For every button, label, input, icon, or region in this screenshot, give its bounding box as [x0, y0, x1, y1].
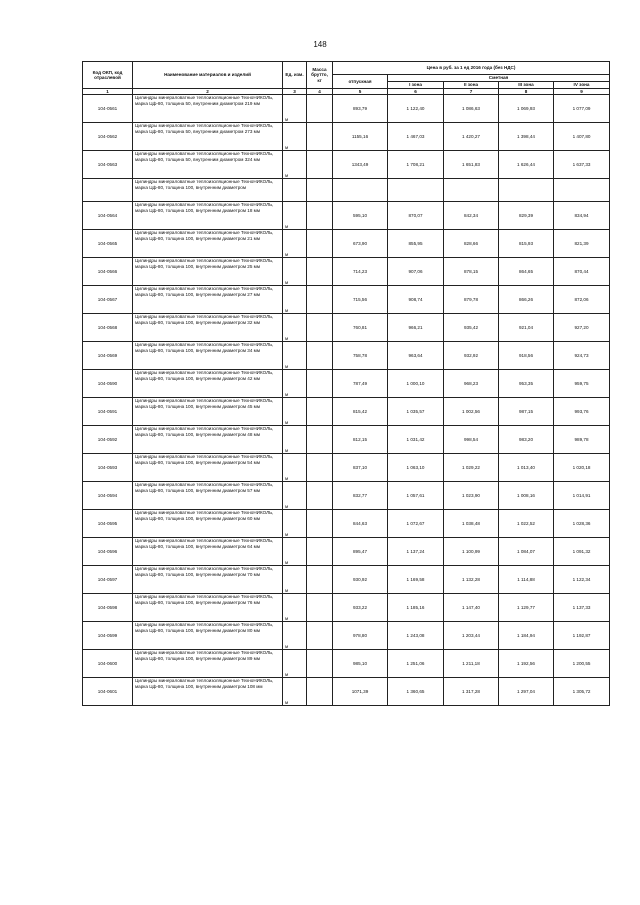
row-mass	[307, 622, 333, 650]
group-code-empty	[83, 179, 133, 202]
row-name: Цилиндры минераловатные теплоизоляционные ТехноНИКОЛЬ, марка Цф-80, толщина 100, внутренним диаметром 57 мм	[133, 482, 283, 510]
row-unit: м	[283, 151, 307, 179]
row-release-price: 812,15	[333, 426, 388, 454]
table-row	[83, 151, 610, 179]
row-zone-3-price: 1 084,07	[499, 538, 554, 566]
group-empty-cell	[307, 179, 333, 202]
group-empty-cell	[388, 179, 444, 202]
group-empty-cell	[283, 179, 307, 202]
row-unit: м	[283, 258, 307, 286]
row-zone-1-price: 1 072,67	[388, 510, 444, 538]
row-release-price: 837,10	[333, 454, 388, 482]
row-zone-1-price: 908,74	[388, 286, 444, 314]
table-row	[83, 538, 610, 566]
group-empty-cell	[333, 179, 388, 202]
row-unit: м	[283, 594, 307, 622]
row-unit: м	[283, 650, 307, 678]
row-zone-1-price: 855,95	[388, 230, 444, 258]
group-empty-cell	[554, 179, 610, 202]
row-zone-3-price: 1 184,94	[499, 622, 554, 650]
table-row	[83, 123, 610, 151]
row-zone-1-price: 963,64	[388, 342, 444, 370]
row-zone-2-price: 998,54	[444, 426, 499, 454]
table-row	[83, 258, 610, 286]
row-release-price: 895,47	[333, 538, 388, 566]
row-zone-4-price: 1 637,33	[554, 151, 610, 179]
row-release-price: 844,63	[333, 510, 388, 538]
row-zone-3-price: 1 398,44	[499, 123, 554, 151]
row-unit: м	[283, 678, 307, 706]
row-zone-1-price: 1 057,61	[388, 482, 444, 510]
row-zone-2-price: 1 086,63	[444, 95, 499, 123]
group-row	[83, 179, 610, 202]
row-release-price: 595,10	[333, 202, 388, 230]
column-number: 5	[333, 89, 388, 95]
row-mass	[307, 538, 333, 566]
header-code: Код ОКП, код отраслевой	[83, 62, 133, 89]
row-unit: м	[283, 123, 307, 151]
row-unit: м	[283, 510, 307, 538]
row-zone-2-price: 879,78	[444, 286, 499, 314]
row-unit: м	[283, 622, 307, 650]
row-zone-2-price: 968,23	[444, 370, 499, 398]
row-zone-4-price: 993,76	[554, 398, 610, 426]
row-code: 104-0592	[83, 426, 133, 454]
row-name: Цилиндры минераловатные теплоизоляционные ТехноНИКОЛЬ, марка Цф-80, толщина 100, внутренним диаметром 108 мм	[133, 678, 283, 706]
header-release: отпускная	[333, 75, 388, 89]
row-code: 104-0566	[83, 258, 133, 286]
row-mass	[307, 454, 333, 482]
row-zone-2-price: 842,34	[444, 202, 499, 230]
row-code: 104-0569	[83, 342, 133, 370]
row-release-price: 933,22	[333, 594, 388, 622]
table-row	[83, 594, 610, 622]
row-zone-1-price: 966,21	[388, 314, 444, 342]
row-unit: м	[283, 566, 307, 594]
row-code: 104-0593	[83, 454, 133, 482]
row-mass	[307, 398, 333, 426]
row-mass	[307, 594, 333, 622]
row-code: 104-0599	[83, 622, 133, 650]
row-name: Цилиндры минераловатные теплоизоляционные ТехноНИКОЛЬ, марка Цф-80, толщина 100, внутренним диаметром 60 мм	[133, 510, 283, 538]
row-zone-4-price: 1 192,87	[554, 622, 610, 650]
row-mass	[307, 678, 333, 706]
header-mass: Масса брутто, кг	[307, 62, 333, 89]
row-zone-4-price: 927,20	[554, 314, 610, 342]
column-number: 4	[307, 89, 333, 95]
row-zone-4-price: 821,39	[554, 230, 610, 258]
row-zone-4-price: 872,06	[554, 286, 610, 314]
header-zone-4: IV зона	[554, 82, 610, 89]
row-mass	[307, 314, 333, 342]
row-release-price: 1343,49	[333, 151, 388, 179]
row-zone-4-price: 1 014,91	[554, 482, 610, 510]
row-zone-2-price: 1 002,56	[444, 398, 499, 426]
table-row	[83, 426, 610, 454]
row-mass	[307, 566, 333, 594]
row-zone-2-price: 1 038,48	[444, 510, 499, 538]
row-name: Цилиндры минераловатные теплоизоляционные ТехноНИКОЛЬ, марка Цф-80, толщина 100, внутренним диаметром 27 мм	[133, 286, 283, 314]
row-release-price: 832,77	[333, 482, 388, 510]
row-unit: м	[283, 398, 307, 426]
row-zone-4-price: 959,75	[554, 370, 610, 398]
table-row	[83, 566, 610, 594]
row-mass	[307, 230, 333, 258]
row-zone-3-price: 1 192,56	[499, 650, 554, 678]
table-row	[83, 650, 610, 678]
row-unit: м	[283, 342, 307, 370]
row-zone-3-price: 1 129,77	[499, 594, 554, 622]
row-zone-1-price: 1 035,57	[388, 398, 444, 426]
group-empty-cell	[444, 179, 499, 202]
row-code: 104-0595	[83, 510, 133, 538]
row-zone-1-price: 1 708,21	[388, 151, 444, 179]
row-mass	[307, 426, 333, 454]
row-zone-3-price: 864,65	[499, 258, 554, 286]
row-name: Цилиндры минераловатные теплоизоляционные ТехноНИКОЛЬ, марка Цф-80, толщина 100, внутренним диаметром 32 мм	[133, 314, 283, 342]
row-zone-2-price: 1 317,28	[444, 678, 499, 706]
row-release-price: 930,92	[333, 566, 388, 594]
row-name: Цилиндры минераловатные теплоизоляционные ТехноНИКОЛЬ, марка Цф-80, толщина 100, внутренним диаметром 42 мм	[133, 370, 283, 398]
row-unit: м	[283, 230, 307, 258]
row-name: Цилиндры минераловатные теплоизоляционные ТехноНИКОЛЬ, марка Цф-80, толщина 100, внутренним диаметром 80 мм	[133, 622, 283, 650]
row-release-price: 758,78	[333, 342, 388, 370]
row-unit: м	[283, 370, 307, 398]
row-name: Цилиндры минераловатные теплоизоляционные ТехноНИКОЛЬ, марка Цф-80, толщина 100, внутренним диаметром 89 мм	[133, 650, 283, 678]
row-release-price: 715,56	[333, 286, 388, 314]
column-number: 3	[283, 89, 307, 95]
row-zone-4-price: 924,73	[554, 342, 610, 370]
row-mass	[307, 510, 333, 538]
row-zone-2-price: 935,42	[444, 314, 499, 342]
table-row	[83, 510, 610, 538]
price-table	[82, 61, 610, 706]
table-row	[83, 314, 610, 342]
row-mass	[307, 95, 333, 123]
header-price-title: Цена в руб. за 1 ед 2016 года (без НДС)	[333, 62, 610, 75]
row-zone-3-price: 987,15	[499, 398, 554, 426]
row-zone-3-price: 918,56	[499, 342, 554, 370]
row-zone-4-price: 834,94	[554, 202, 610, 230]
row-zone-3-price: 1 022,52	[499, 510, 554, 538]
row-zone-3-price: 1 626,44	[499, 151, 554, 179]
table-row	[83, 95, 610, 123]
row-zone-3-price: 815,93	[499, 230, 554, 258]
row-name: Цилиндры минераловатные теплоизоляционные ТехноНИКОЛЬ, марка Цф-80, толщина 100, внутренним диаметром 70 мм	[133, 566, 283, 594]
row-zone-4-price: 1 028,36	[554, 510, 610, 538]
row-release-price: 978,80	[333, 622, 388, 650]
row-mass	[307, 202, 333, 230]
row-zone-1-price: 1 251,06	[388, 650, 444, 678]
row-zone-4-price: 1 200,55	[554, 650, 610, 678]
row-name: Цилиндры минераловатные теплоизоляционные ТехноНИКОЛЬ, марка Цф-80, толщина 100, внутренним диаметром 45 мм	[133, 398, 283, 426]
table-row	[83, 342, 610, 370]
row-release-price: 1071,39	[333, 678, 388, 706]
row-zone-1-price: 870,07	[388, 202, 444, 230]
row-unit: м	[283, 95, 307, 123]
row-zone-3-price: 953,35	[499, 370, 554, 398]
row-unit: м	[283, 314, 307, 342]
row-zone-2-price: 1 420,27	[444, 123, 499, 151]
row-unit: м	[283, 286, 307, 314]
row-zone-3-price: 921,04	[499, 314, 554, 342]
row-code: 104-0591	[83, 398, 133, 426]
row-mass	[307, 342, 333, 370]
row-mass	[307, 123, 333, 151]
row-zone-4-price: 870,44	[554, 258, 610, 286]
row-name: Цилиндры минераловатные теплоизоляционные ТехноНИКОЛЬ, марка Цф-80, толщина 100, внутренним диаметром 54 мм	[133, 454, 283, 482]
column-number: 9	[554, 89, 610, 95]
row-zone-1-price: 1 467,03	[388, 123, 444, 151]
row-release-price: 673,90	[333, 230, 388, 258]
column-number: 2	[133, 89, 283, 95]
table-body	[83, 95, 610, 706]
row-name: Цилиндры минераловатные теплоизоляционные ТехноНИКОЛЬ, марка Цф-80, толщина 100, внутренним диаметром 64 мм	[133, 538, 283, 566]
row-zone-4-price: 989,78	[554, 426, 610, 454]
row-code: 104-0561	[83, 95, 133, 123]
row-mass	[307, 650, 333, 678]
table-row	[83, 678, 610, 706]
header-zone-2: II зона	[444, 82, 499, 89]
row-name: Цилиндры минераловатные теплоизоляционные ТехноНИКОЛЬ, марка Цф-80, толщина 50, внутренним диаметром 324 мм	[133, 151, 283, 179]
row-code: 104-0600	[83, 650, 133, 678]
group-title: Цилиндры минераловатные теплоизоляционные ТехноНИКОЛЬ, марка Цф-80, толщина 100, внутренним диаметром	[133, 179, 283, 202]
row-release-price: 714,23	[333, 258, 388, 286]
row-code: 104-0567	[83, 286, 133, 314]
row-unit: м	[283, 538, 307, 566]
row-release-price: 893,79	[333, 95, 388, 123]
row-unit: м	[283, 454, 307, 482]
table-row	[83, 482, 610, 510]
row-zone-3-price: 1 297,04	[499, 678, 554, 706]
table-row	[83, 454, 610, 482]
row-code: 104-0562	[83, 123, 133, 151]
row-zone-3-price: 1 069,93	[499, 95, 554, 123]
row-zone-1-price: 1 360,65	[388, 678, 444, 706]
row-unit: м	[283, 426, 307, 454]
table-row	[83, 286, 610, 314]
row-code: 104-0568	[83, 314, 133, 342]
column-number: 7	[444, 89, 499, 95]
row-zone-2-price: 1 029,22	[444, 454, 499, 482]
header-unit: Ед. изм.	[283, 62, 307, 89]
row-unit: м	[283, 202, 307, 230]
row-zone-3-price: 1 114,88	[499, 566, 554, 594]
header-zone-3: III зона	[499, 82, 554, 89]
row-code: 104-0596	[83, 538, 133, 566]
row-code: 104-0564	[83, 202, 133, 230]
row-code: 104-0563	[83, 151, 133, 179]
row-release-price: 985,10	[333, 650, 388, 678]
row-zone-3-price: 1 013,40	[499, 454, 554, 482]
header-estimate: Сметная	[388, 75, 610, 82]
page-number: 148	[313, 40, 327, 49]
row-release-price: 815,42	[333, 398, 388, 426]
row-release-price: 760,81	[333, 314, 388, 342]
column-number: 6	[388, 89, 444, 95]
row-zone-4-price: 1 137,33	[554, 594, 610, 622]
row-name: Цилиндры минераловатные теплоизоляционные ТехноНИКОЛЬ, марка Цф-80, толщина 100, внутренним диаметром 76 мм	[133, 594, 283, 622]
row-zone-2-price: 1 023,90	[444, 482, 499, 510]
row-zone-1-price: 1 063,10	[388, 454, 444, 482]
row-zone-1-price: 1 137,24	[388, 538, 444, 566]
column-number: 1	[83, 89, 133, 95]
row-zone-1-price: 1 185,16	[388, 594, 444, 622]
row-zone-1-price: 1 000,10	[388, 370, 444, 398]
row-zone-4-price: 1 020,18	[554, 454, 610, 482]
row-name: Цилиндры минераловатные теплоизоляционные ТехноНИКОЛЬ, марка Цф-80, толщина 50, внутренним диаметром 273 мм	[133, 123, 283, 151]
row-zone-2-price: 1 651,83	[444, 151, 499, 179]
row-name: Цилиндры минераловатные теплоизоляционные ТехноНИКОЛЬ, марка Цф-80, толщина 100, внутренним диаметром 18 мм	[133, 202, 283, 230]
row-zone-4-price: 1 077,09	[554, 95, 610, 123]
row-code: 104-0565	[83, 230, 133, 258]
table-row	[83, 370, 610, 398]
row-mass	[307, 286, 333, 314]
row-zone-3-price: 983,20	[499, 426, 554, 454]
row-name: Цилиндры минераловатные теплоизоляционные ТехноНИКОЛЬ, марка Цф-80, толщина 100, внутренним диаметром 34 мм	[133, 342, 283, 370]
row-zone-2-price: 1 100,99	[444, 538, 499, 566]
row-code: 104-0590	[83, 370, 133, 398]
row-mass	[307, 258, 333, 286]
row-mass	[307, 370, 333, 398]
header-name: Наименование материалов и изделий	[133, 62, 283, 89]
column-number: 8	[499, 89, 554, 95]
row-name: Цилиндры минераловатные теплоизоляционные ТехноНИКОЛЬ, марка Цф-80, толщина 50, внутренним диаметром 219 мм	[133, 95, 283, 123]
table-row	[83, 230, 610, 258]
row-zone-4-price: 1 091,32	[554, 538, 610, 566]
row-zone-2-price: 1 132,28	[444, 566, 499, 594]
row-mass	[307, 482, 333, 510]
row-name: Цилиндры минераловатные теплоизоляционные ТехноНИКОЛЬ, марка Цф-80, толщина 100, внутренним диаметром 21 мм	[133, 230, 283, 258]
row-release-price: 1155,16	[333, 123, 388, 151]
row-code: 104-0601	[83, 678, 133, 706]
row-zone-1-price: 907,06	[388, 258, 444, 286]
row-name: Цилиндры минераловатные теплоизоляционные ТехноНИКОЛЬ, марка Цф-80, толщина 100, внутренним диаметром 48 мм	[133, 426, 283, 454]
row-zone-2-price: 932,92	[444, 342, 499, 370]
row-unit: м	[283, 482, 307, 510]
row-zone-2-price: 1 211,18	[444, 650, 499, 678]
row-zone-1-price: 1 031,42	[388, 426, 444, 454]
row-code: 104-0594	[83, 482, 133, 510]
row-zone-4-price: 1 122,34	[554, 566, 610, 594]
header-zone-1: I зона	[388, 82, 444, 89]
row-mass	[307, 151, 333, 179]
row-zone-3-price: 829,39	[499, 202, 554, 230]
row-zone-4-price: 1 305,72	[554, 678, 610, 706]
row-zone-2-price: 828,66	[444, 230, 499, 258]
row-zone-3-price: 1 008,16	[499, 482, 554, 510]
row-zone-1-price: 1 243,08	[388, 622, 444, 650]
row-zone-4-price: 1 407,80	[554, 123, 610, 151]
row-name: Цилиндры минераловатные теплоизоляционные ТехноНИКОЛЬ, марка Цф-80, толщина 100, внутренним диаметром 25 мм	[133, 258, 283, 286]
row-code: 104-0597	[83, 566, 133, 594]
row-code: 104-0598	[83, 594, 133, 622]
row-release-price: 787,49	[333, 370, 388, 398]
row-zone-3-price: 866,26	[499, 286, 554, 314]
table-row	[83, 398, 610, 426]
row-zone-2-price: 1 147,40	[444, 594, 499, 622]
row-zone-2-price: 878,15	[444, 258, 499, 286]
table-row	[83, 622, 610, 650]
table-row	[83, 202, 610, 230]
row-zone-1-price: 1 122,40	[388, 95, 444, 123]
row-zone-2-price: 1 203,44	[444, 622, 499, 650]
group-empty-cell	[499, 179, 554, 202]
row-zone-1-price: 1 169,58	[388, 566, 444, 594]
